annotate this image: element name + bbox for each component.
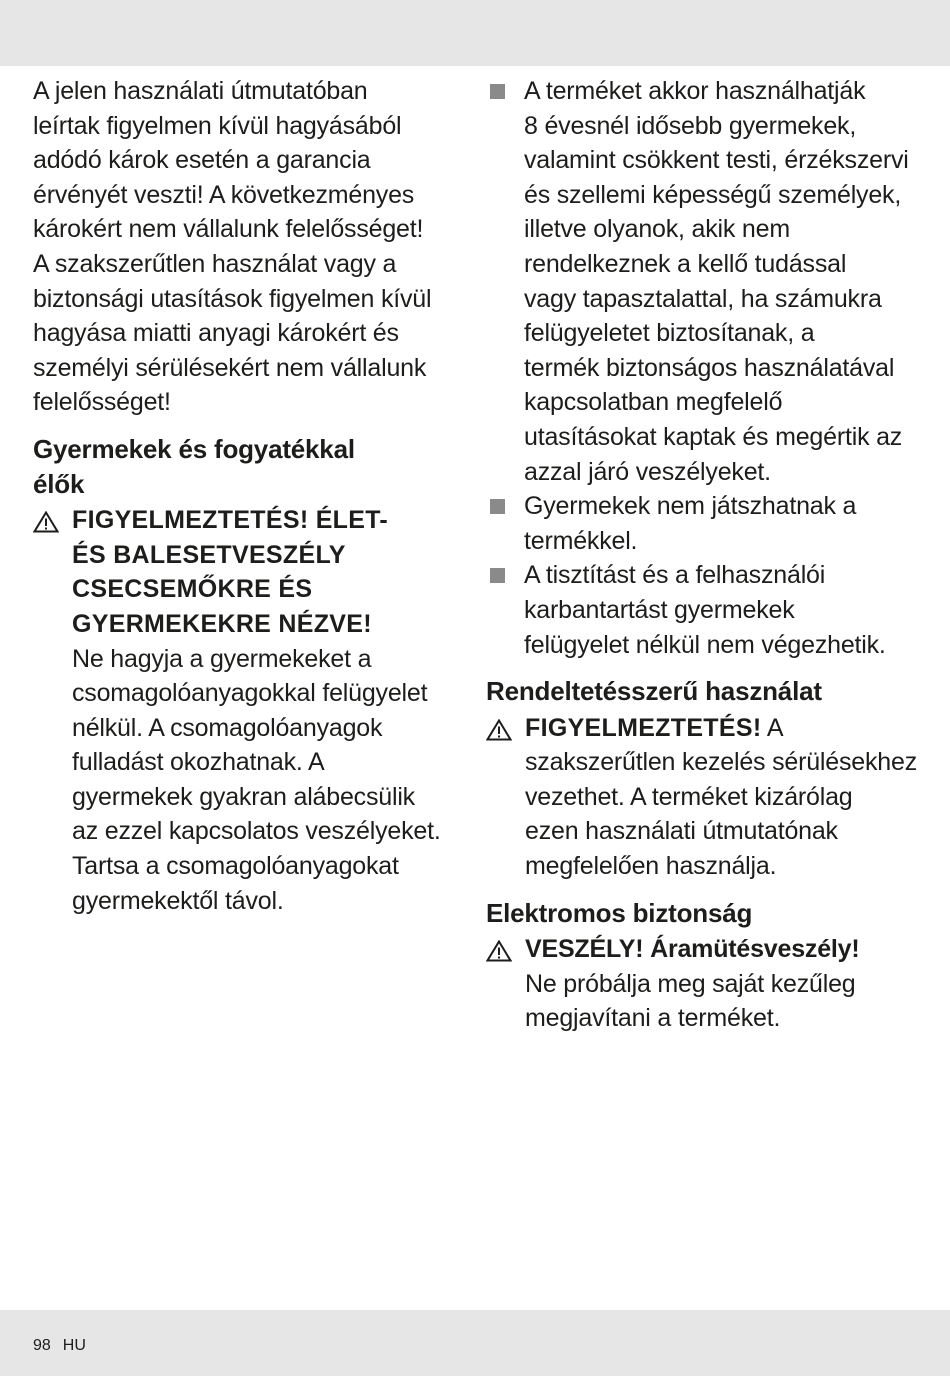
warning-text: Ne hagyja a gyermekeket a csomagolóanyagokkal felügyelet nélkül. A csomagolóanyagok fulladást okozhatnak. A gyermekek gyakran alábecsülik az ezzel kapcsolatos veszélyeket. Tartsa a csomagolóanyagokat gyermekektől távol. bbox=[72, 644, 441, 915]
right-column bbox=[486, 74, 926, 1036]
text-line: személyi sérülésekért nem vállalunk bbox=[33, 353, 427, 382]
warning-block-intended-use bbox=[486, 711, 926, 884]
page-footer bbox=[33, 1337, 86, 1355]
square-bullet-icon bbox=[490, 84, 505, 99]
text-line: felelősséget! bbox=[33, 388, 171, 417]
section-heading-intended-use: Rendeltetésszerű használat bbox=[486, 676, 822, 707]
warning-triangle-icon bbox=[33, 511, 59, 533]
warning-text: FIGYELMEZTETÉS! A szakszerűtlen kezelés sérülésekhez vezethet. A terméket kizárólag ezen használati útmutatónak megfelelően használja. bbox=[525, 713, 918, 881]
section-heading-electrical-safety: Elektromos biztonság bbox=[486, 897, 753, 928]
page-number: 98 bbox=[33, 1337, 51, 1354]
text-line: károkért nem vállalunk felelősséget! bbox=[33, 215, 424, 244]
header-band bbox=[0, 0, 950, 66]
bullet-list bbox=[486, 74, 926, 662]
danger-block bbox=[486, 932, 926, 1036]
list-item: A terméket akkor használhatják 8 évesnél idősebb gyermekek, valamint csökkent testi, érzékszervi és szellemi képességű személyek, illetve olyanok, akik nem rendelkeznek a kellő tudással vagy tapasztalattal, ha számukra felügyeletet biztosítanak, a termék biztonságos használatával kapcsolatban megfelelő utasításokat kaptak és megértik az azzal járó veszélyeket. bbox=[486, 74, 926, 489]
left-column bbox=[33, 74, 463, 918]
intro-paragraph bbox=[33, 74, 463, 420]
list-item: A tisztítást és a felhasználói karbantartást gyermekek felügyelet nélkül nem végezhetik. bbox=[486, 558, 926, 662]
square-bullet-icon bbox=[490, 568, 505, 583]
square-bullet-icon bbox=[490, 499, 505, 514]
text-line: leírtak figyelmen kívül hagyásából bbox=[33, 111, 402, 140]
footer-band bbox=[0, 1310, 950, 1376]
text-line: hagyása miatti anyagi károkért és bbox=[33, 319, 399, 348]
warning-triangle-icon bbox=[486, 719, 512, 741]
language-code: HU bbox=[62, 1337, 86, 1354]
text-line: biztonsági utasítások figyelmen kívül bbox=[33, 284, 432, 313]
list-item: Gyermekek nem játszhatnak a termékkel. bbox=[486, 489, 926, 558]
text-line: érvényét veszti! A következményes bbox=[33, 180, 415, 209]
text-line: A szakszerűtlen használat vagy a bbox=[33, 249, 397, 278]
warning-triangle-icon bbox=[486, 940, 512, 962]
section-heading-children: Gyermekek és fogyatékkal élők bbox=[33, 433, 355, 499]
warning-title: FIGYELMEZTETÉS! ÉLET- ÉS BALESETVESZÉLY CSECSEMŐKRE ÉS GYERMEKEKRE NÉZVE! bbox=[72, 506, 389, 638]
text-line: A jelen használati útmutatóban bbox=[33, 77, 368, 105]
warning-block bbox=[33, 503, 463, 918]
text-line: adódó károk esetén a garancia bbox=[33, 146, 371, 175]
danger-text: VESZÉLY! Áramütésveszély! Ne próbálja meg saját kezűleg megjavítani a terméket. bbox=[525, 935, 860, 1033]
